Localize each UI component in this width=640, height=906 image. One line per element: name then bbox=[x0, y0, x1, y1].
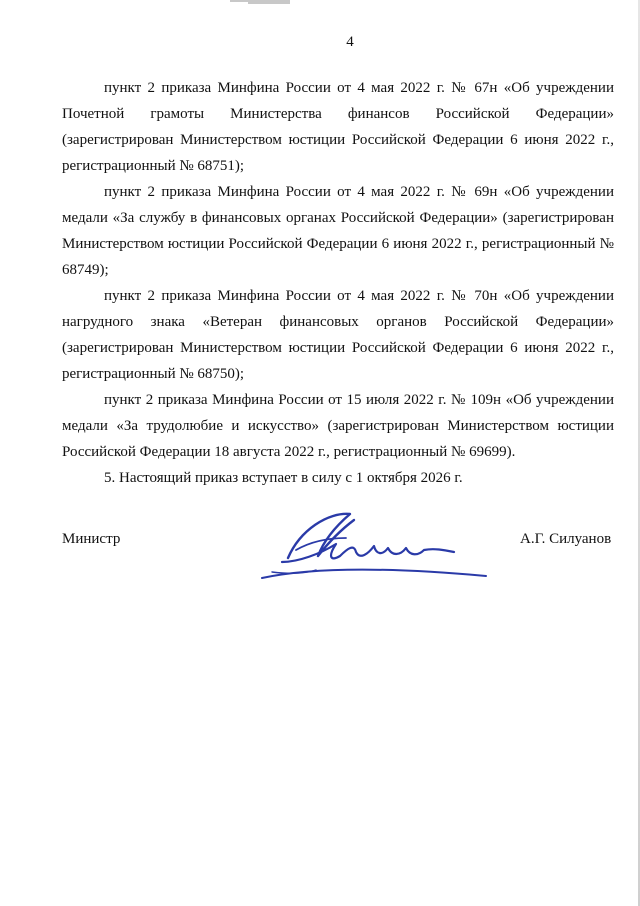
signer-name: А.Г. Силуанов bbox=[520, 531, 612, 547]
page-number: 4 bbox=[346, 34, 354, 50]
handwritten-signature bbox=[258, 504, 490, 588]
paragraph-item-3: пункт 2 приказа Минфина России от 4 мая 2022 г. № 70н «Об учреждении нагрудного знака «Ветеран финансовых органов Российской Федерации» (зарегистрирован Министерством юстиции Российской Федерации 6 июня 2022 г., регистрационный № 68750); bbox=[62, 288, 614, 382]
paragraph-item-4: пункт 2 приказа Минфина России от 15 июля 2022 г. № 109н «Об учреждении медали «За трудолюбие и искусство» (зарегистрирован Министерством юстиции Российской Федерации 18 августа 2022 г., регистрационный № 69699). bbox=[62, 392, 614, 460]
paragraph-item-1: пункт 2 приказа Минфина России от 4 мая 2022 г. № 67н «Об учреждении Почетной грамоты Министерства финансов Российской Федерации» (зарегистрирован Министерством юстиции Российской Федерации 6 июня 2022 г., регистрационный № 68751); bbox=[62, 80, 614, 174]
scan-artifact bbox=[248, 2, 290, 4]
document-body bbox=[62, 75, 614, 491]
paragraph-item-2: пункт 2 приказа Минфина России от 4 мая 2022 г. № 69н «Об учреждении медали «За службу в финансовых органах Российской Федерации» (зарегистрирован Министерством юстиции Российской Федерации 6 июня 2022 г., регистрационный № 68749); bbox=[62, 184, 614, 278]
paragraph-effective-date: 5. Настоящий приказ вступает в силу с 1 октября 2026 г. bbox=[104, 470, 463, 486]
signer-position: Министр bbox=[62, 531, 121, 547]
